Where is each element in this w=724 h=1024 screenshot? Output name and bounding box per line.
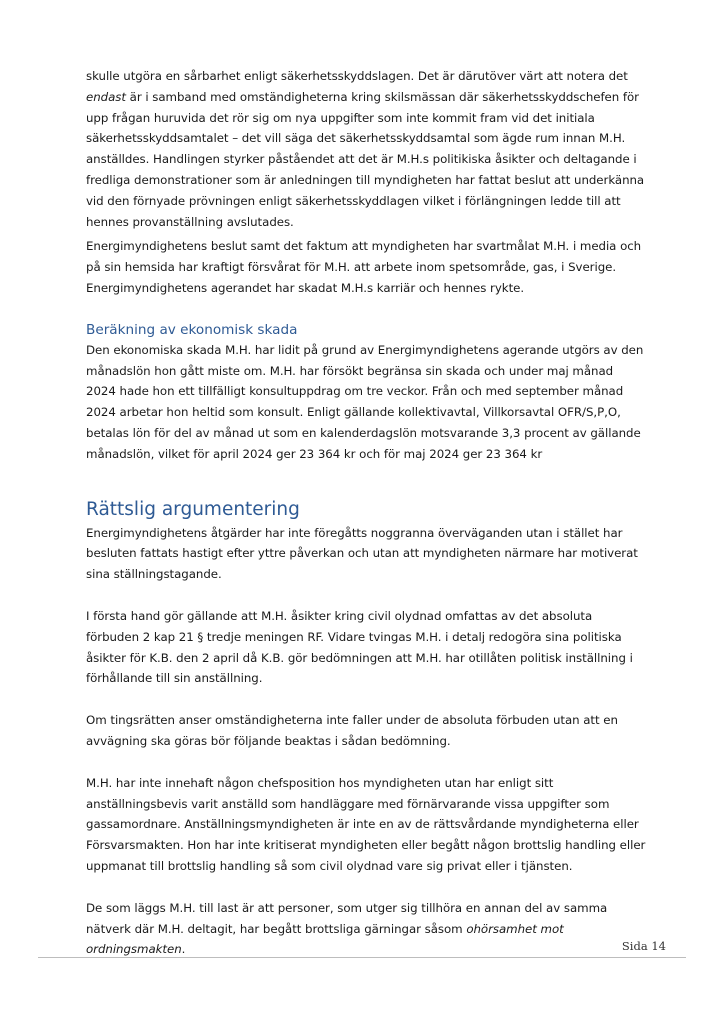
paragraph-economic-damage: Den ekonomiska skada M.H. har lidit på grund av Energimyndighetens agerande utgörs av den månadslön hon gått miste om. M.H. har försökt begränsa sin skada och under maj månad 2024 hade hon ett tillfälligt konsultuppdrag om tre veckor. Från och med september månad 2024 arbetar hon heltid som konsult. Enligt gällande kollektivavtal, Villkorsavtal OFR/S,P,O, betalas lön för del av månad ut som en kalenderdagslön motsvarande 3,3 procent av gällande månadslön, vilket för april 2024 ger 23 364 kr och för maj 2024 ger 23 364 kr xyxy=(86,342,644,461)
paragraph-security-assessment xyxy=(86,66,646,232)
page-number: Sida 14 xyxy=(621,939,666,953)
heading-legal-argumentation: Rättslig argumentering xyxy=(86,498,300,520)
emphasis-ohorsamhet: ohörsamhet mot ordningsmakten xyxy=(86,921,564,957)
text-run: skulle utgöra en sårbarhet enligt säkerhetsskyddslagen. Det är därutöver värt att notera det xyxy=(86,69,628,83)
paragraph-balancing: Om tingsrätten anser omständigheterna inte faller under de absoluta förbuden utan att en avvägning ska göras bör följande beaktas i sådan bedömning. xyxy=(86,713,618,748)
paragraph-measures: Energimyndighetens åtgärder har inte föregåtts noggranna överväganden utan i stället har besluten fattats hastigt efter yttre påverkan och utan att myndigheten närmare har motiverat sina ställningstagande. xyxy=(86,525,638,582)
paragraph-employment-role: M.H. har inte innehaft någon chefsposition hos myndigheten utan har enligt sitt anställningsbevis varit anställd som handläggare med förnärvarande vissa uppgifter som gassamordnare. Anställningsmyndigheten är inte en av de rättsvårdande myndigheterna eller Försvarsmakten. Hon har inte kritiserat myndigheten eller begått någon brottslig handling eller uppmanat till brottslig handling så som civil olydnad vare sig privat eller i tjänsten. xyxy=(86,775,646,873)
paragraph-primary-claim: I första hand gör gällande att M.H. åsikter kring civil olydnad omfattas av det absoluta förbuden 2 kap 21 § tredje meningen RF. Vidare tvingas M.H. i detalj redogöra sina politiska åsikter för K.B. den 2 april då K.B. gör bedömningen att M.H. har otillåten politisk inställning i förhållande till sin anställning. xyxy=(86,608,633,686)
paragraph-allegations xyxy=(86,898,646,960)
text-run: . xyxy=(181,942,186,957)
footer-divider xyxy=(38,957,686,958)
text-run: är i samband med omständigheterna kring skilsmässan där säkerhetsskyddschefen för upp frågan huruvida det rör sig om nya uppgifter som inte kommit fram vid det initiala säkerhetsskyddsamtalet – det vill säga det säkerhetsskyddsamtal som ägde rum innan M.H. anställdes. Handlingen styrker påståendet att det är M.H.s politikiska åsikter och deltagande i fredliga demonstrationer som är anledningen till myndigheten har fattat beslut att underkänna vid den förnyade prövningen enligt säkerhetsskyddlagen vilket i förlängningen ledde till att hennes provanställning avslutades. xyxy=(86,89,645,229)
heading-economic-damage: Beräkning av ekonomisk skada xyxy=(86,321,298,338)
paragraph-career-damage: Energimyndighetens beslut samt det faktum att myndigheten har svartmålat M.H. i media och på sin hemsida har kraftigt försvårat för M.H. att arbete inom spetsområde, gas, i Sverige. Energimyndighetens agerandet har skadat M.H.s karriär och hennes rykte. xyxy=(86,239,642,295)
emphasis-endast: endast xyxy=(86,89,126,104)
page-body xyxy=(86,66,646,960)
text-run: De som läggs M.H. till last är att personer, som utger sig tillhöra en annan del av samma nätverk där M.H. deltagit, har begått brottsliga gärningar såsom xyxy=(86,900,608,936)
